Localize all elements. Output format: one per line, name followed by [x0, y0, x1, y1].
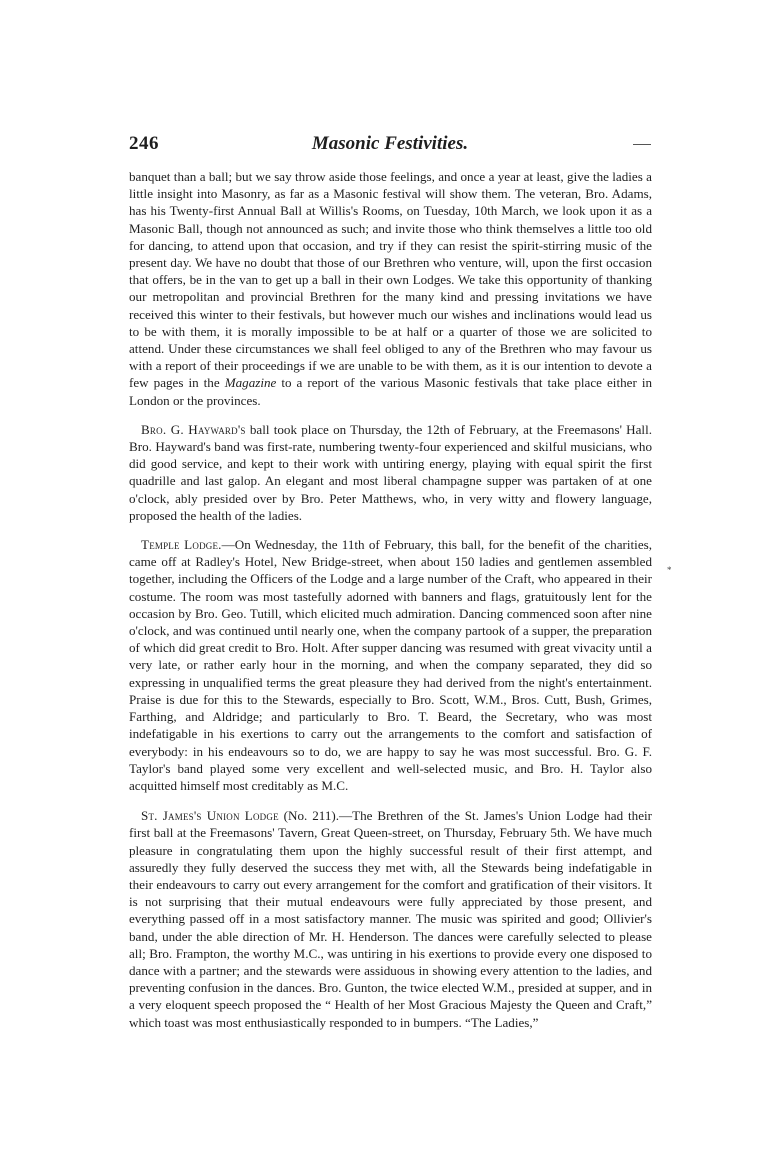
- temple-lodge-paragraph: Temple Lodge.—On Wednesday, the 11th of February, this ball, for the benefit of the charities, came off at Radley's Hotel, New Bridge-street, when about 150 ladies and gentlemen assembled together, including the Officers of the Lodge and a large number of the Craft, who appeared in their costume. The room was most tastefully adorned with banners and flags, gratuitously lent for the occasion by Bro. Geo. Tutill, which elicited much admiration. Dancing commenced soon after nine o'clock, and was continued until nearly one, when the company partook of a supper, the preparation of which did great credit to Bro. Holt. After supper dancing was resumed with great vivacity until a very late, or rather early hour in the morning, and when the company separated, they did so expressing in unqualified terms the great pleasure they had derived from the night's entertainment. Praise is due for this to the Stewards, especially to Bro. Scott, W.M., Bros. Cutt, Bush, Grimes, Farthing, and Aldridge; and particularly to Bro. T. Beard, the Secretary, who was most indefatigable in his exertions to carry out the arrangements to the comfort and satisfaction of everybody: in his endeavours so to do, we are happy to say he was most successful. Bro. G. F. Taylor's band played some very excellent and well-selected music, and Bro. H. Taylor also acquitted himself most creditably as M.C.: [129, 537, 652, 793]
- hayward-lead: Bro. G. Hayward's: [141, 421, 246, 437]
- article-body: [129, 168, 652, 1031]
- temple-lodge-lead: Temple Lodge.: [141, 537, 222, 553]
- st-james-paragraph: St. James's Union Lodge (No. 211).—The Brethren of the St. James's Union Lodge had their first ball at the Freemasons' Tavern, Great Queen-street, on Thursday, February 5th. We have much pleasure in congratulating them upon the highly successful result of their first attempt, and assuredly they fully deserved the success they met with, all the Stewards being indefatigable in their endeavours to carry out every arrangement for the comfort and gratification of their visitors. It is not surprising that their mutual endeavours were fully appreciated by those present, and everything passed off in a most satisfactory manner. The music was spirited and good; Ollivier's band, under the able direction of Mr. H. Henderson. The dances were carefully selected to please all; Bro. Frampton, the worthy M.C., was untiring in his exertions to provide every one disposed to dance with a partner; and the stewards were assiduous in showing every attention to the ladies, and preventing confusion in the dances. Bro. Gunton, the twice elected W.M., presided at supper, and in a very eloquent speech proposed the “ Health of her Most Gracious Majesty the Queen and Craft,” which toast was most enthusiastically responded to in bumpers. “The Ladies,”: [129, 808, 653, 1030]
- running-title: Masonic Festivities.: [311, 133, 469, 154]
- margin-mark: *: [667, 565, 672, 575]
- st-james-lead: St. James's Union Lodge: [141, 808, 279, 824]
- magazine-italic: Magazine: [224, 375, 277, 391]
- hayward-paragraph: Bro. G. Hayward's ball took place on Thursday, the 12th of February, at the Freemasons' Hall. Bro. Hayward's band was first-rate, numbering twenty-four experienced and skilful musicians, who did good service, and kept to their work with untiring energy, playing with equal spirit the first quadrille and last galop. An elegant and most liberal champagne supper was partaken of at one o'clock, ably presided over by Bro. Peter Matthews, who, in very witty and flowery language, proposed the health of the ladies.: [129, 421, 652, 523]
- intro-paragraph: banquet than a ball; but we say throw aside those feelings, and once a year at least, give the ladies a little insight into Masonry, as far as a Masonic festival will show them. The veteran, Bro. Adams, has his Twenty-first Annual Ball at Willis's Rooms, on Tuesday, 10th March, we look upon it as a Masonic Ball, though not announced as such; and invite those who think themselves a little too old for dancing, to attend upon that occasion, and try if they can resist the spirit-stirring music of the present day. We have no doubt that those of our Brethren who venture, will, upon the first occasion that offers, be in the van to get up a ball in their own Lodges. We take this opportunity of thanking our metropolitan and provincial Brethren for the many kind and pressing invitations we have received this winter to their festivals, but however much our wishes and inclinations would lead us to be with them, it is morally impossible to be at half or a quarter of those we are solicited to attend. Under these circumstances we shall feel obliged to any of the Brethren who may favour us with a report of their proceedings if we are unable to be with them, as it is our intention to devote a few pages in the Magazine to a report of the various Masonic festivals that take place either in London or the provinces.: [129, 169, 653, 408]
- page-number: 246: [129, 133, 159, 154]
- header-rule: [633, 144, 651, 145]
- page-header: [129, 133, 651, 159]
